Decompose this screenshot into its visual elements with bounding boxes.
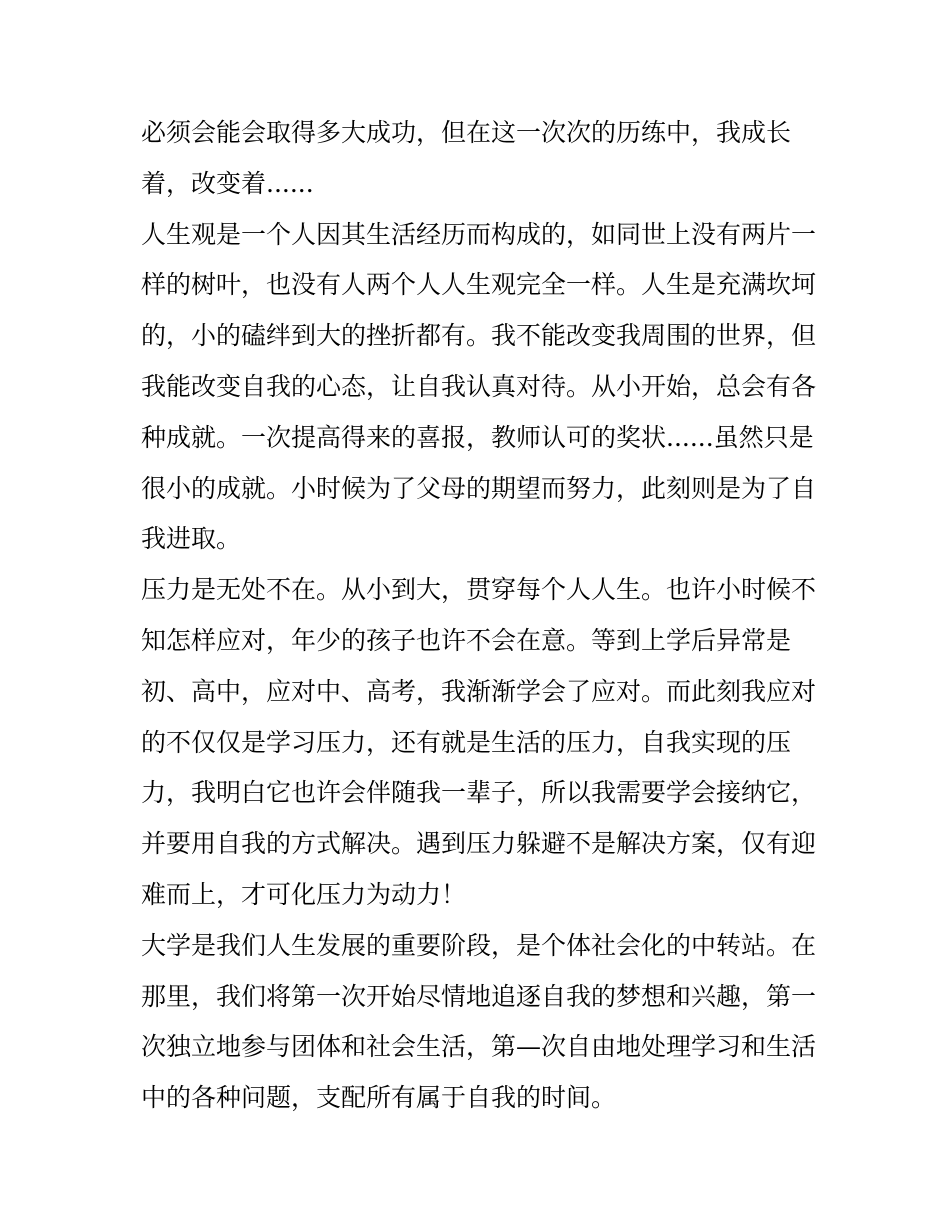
text-line: 我进取。 [141,524,242,554]
text-line: 知怎样应对，年少的孩子也许不会在意。等到上学后异常是 [141,625,792,655]
text-line: 我能改变自我的心态，让自我认真对待。从小开始，总会有各 [141,371,817,401]
text-line: 样的树叶，也没有人两个人人生观完全一样。人生是充满坎坷 [141,270,817,300]
text-line: 次独立地参与团体和社会生活，第—次自由地处理学习和生活 [141,1032,817,1062]
text-line: 种成就。一次提高得来的喜报，教师认可的奖状......虽然只是 [141,422,814,452]
text-line: 着，改变着...... [141,168,314,198]
text-line: 的不仅仅是学习压力，还有就是生活的压力，自我实现的压 [141,727,792,757]
text-line: 压力是无处不在。从小到大，贯穿每个人人生。也许小时候不 [141,575,817,605]
text-line: 初、高中，应对中、高考，我渐渐学会了应对。而此刻我应对 [141,676,817,706]
text-line: 人生观是一个人因其生活经历而构成的，如同世上没有两片一 [141,219,817,249]
text-line: 力，我明白它也许会伴随我一辈子，所以我需要学会接纳它， [141,778,817,808]
text-line: 难而上，才可化压力为动力！ [141,879,467,909]
text-line: 的，小的磕绊到大的挫折都有。我不能改变我周围的世界，但 [141,321,817,351]
text-line: 并要用自我的方式解决。遇到压力躲避不是解决方案，仅有迎 [141,829,817,859]
text-line: 很小的成就。小时候为了父母的期望而努力，此刻则是为了自 [141,473,817,503]
text-line: 必须会能会取得多大成功，但在这一次次的历练中，我成长 [141,118,792,147]
text-line: 大学是我们人生发展的重要阶段，是个体社会化的中转站。在 [141,930,817,960]
text-line: 那里，我们将第一次开始尽情地追逐自我的梦想和兴趣，第一 [141,981,817,1011]
text-line: 中的各种问题，支配所有属于自我的时间。 [141,1083,617,1113]
document-body [141,108,816,1124]
